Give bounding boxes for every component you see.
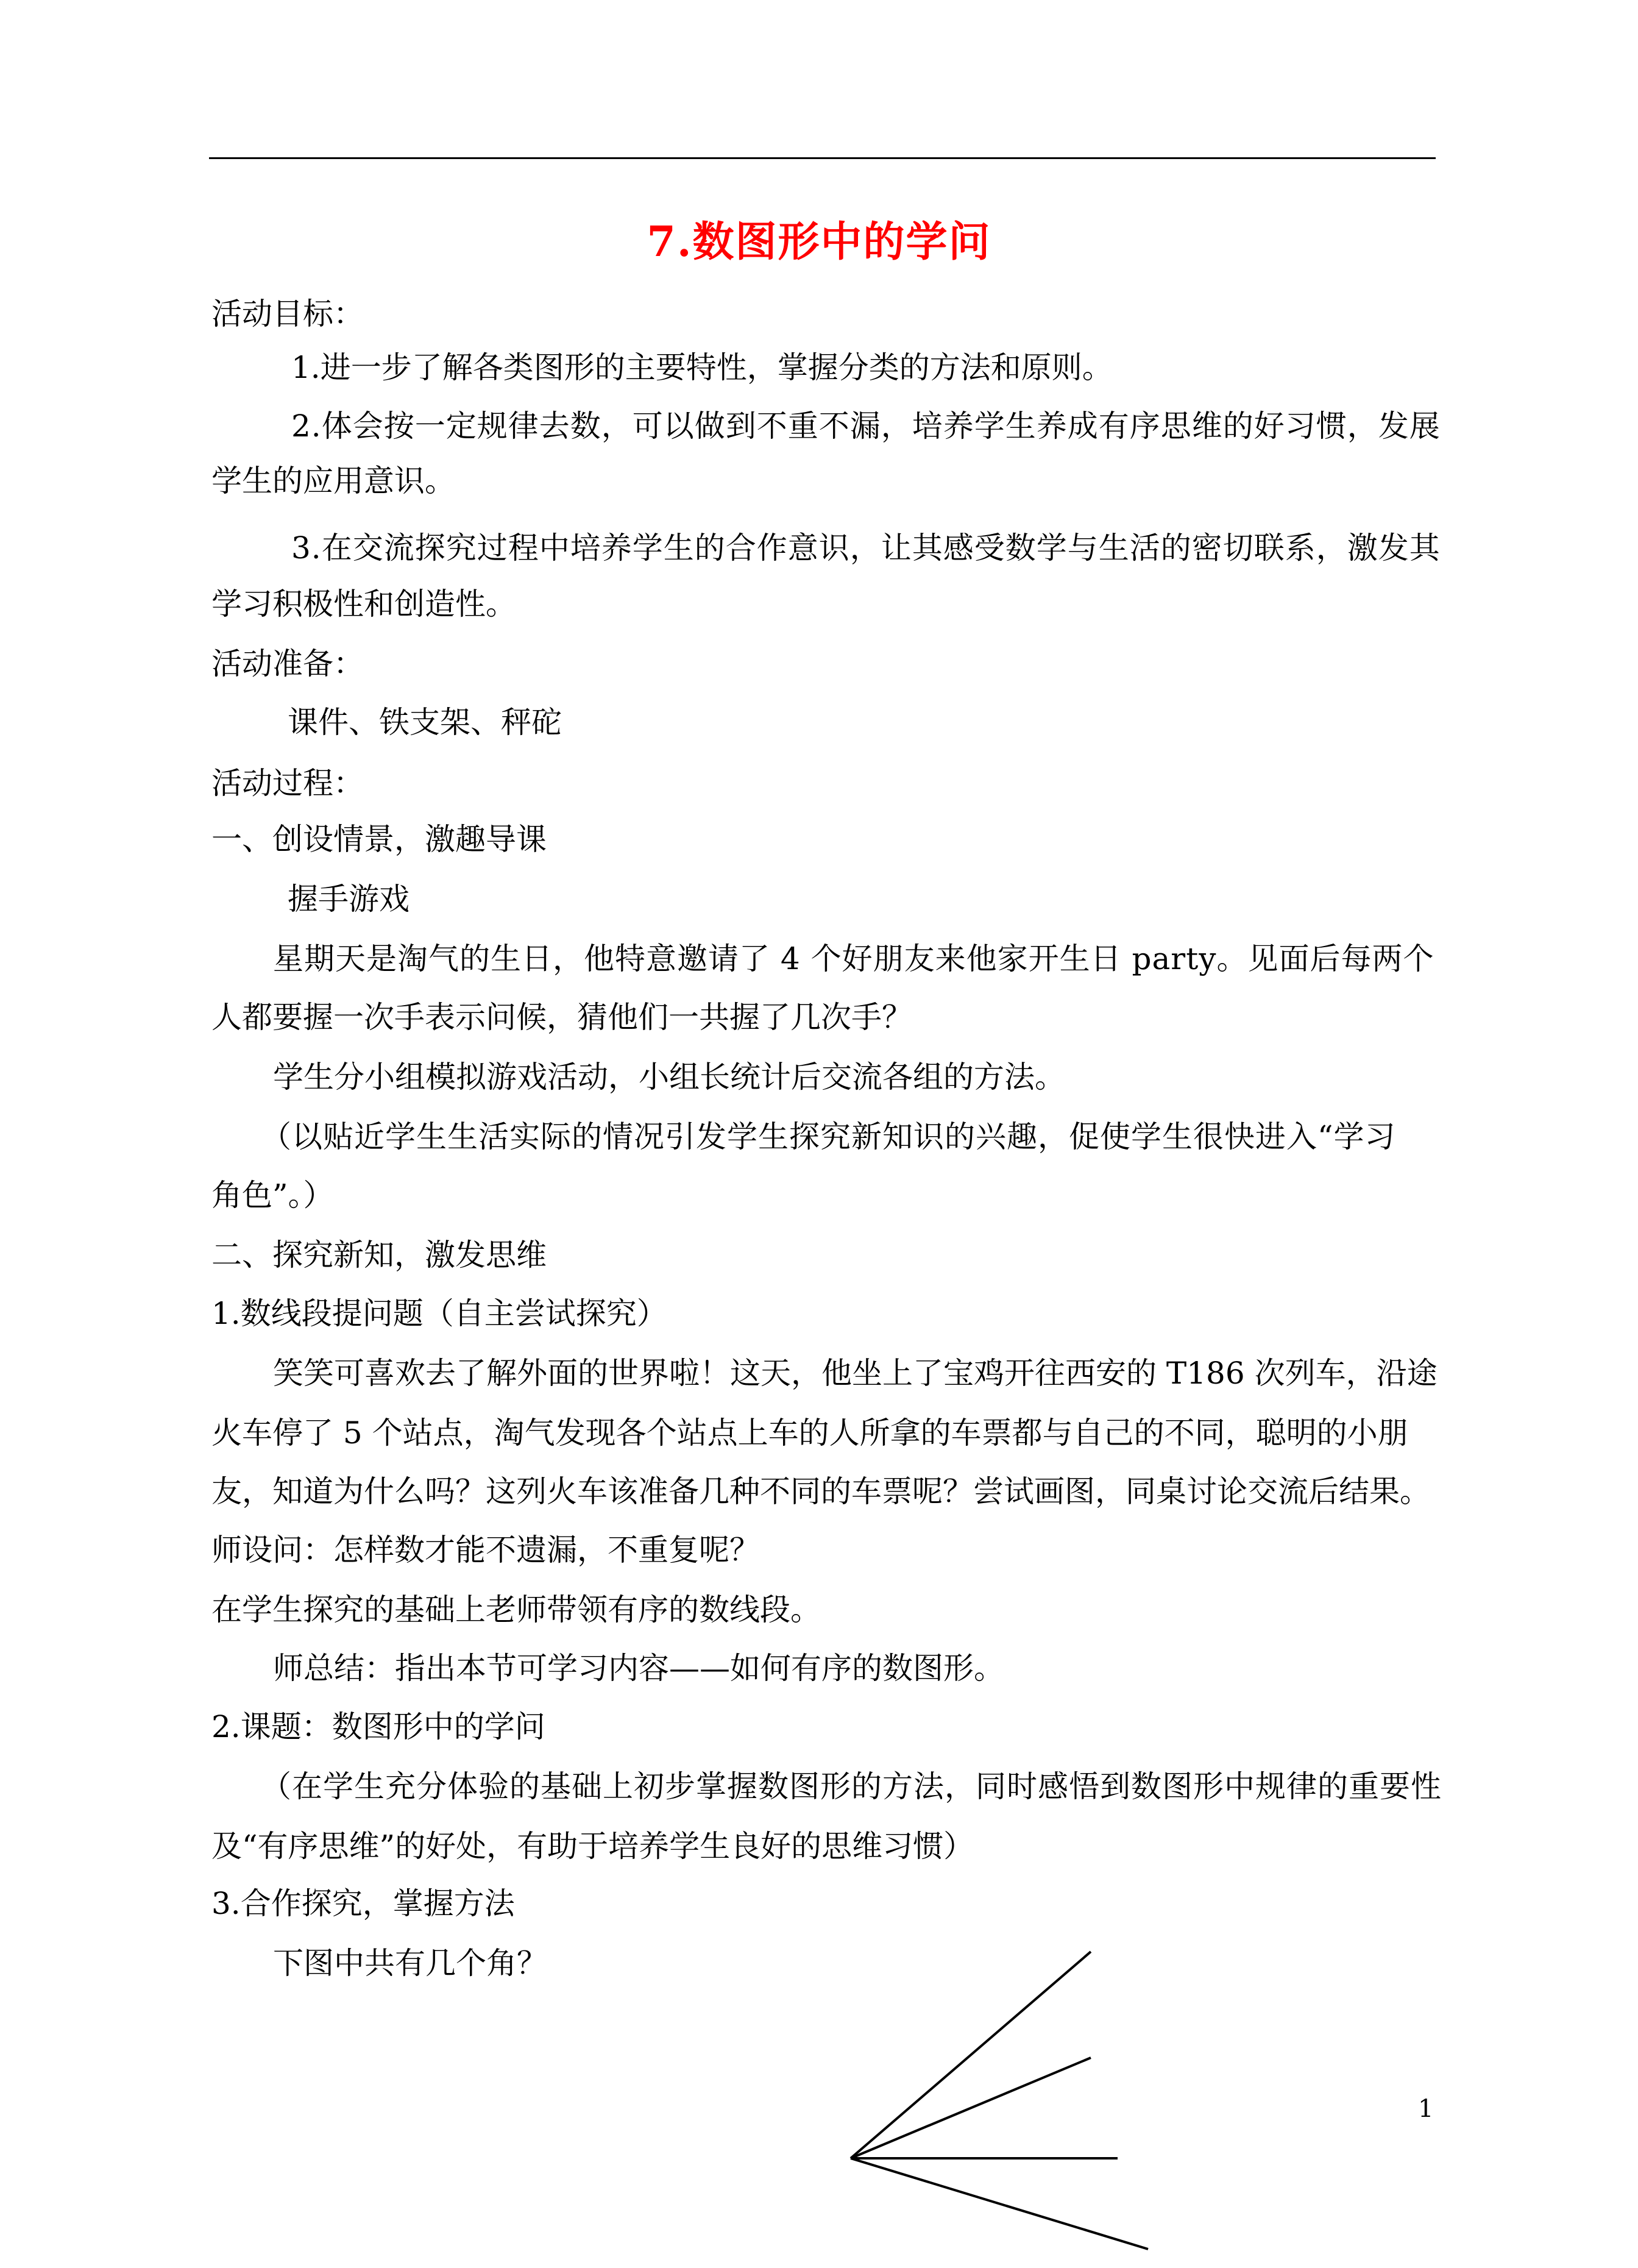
page-number: 1 bbox=[1418, 2095, 1434, 2123]
paragraph-line: 星期天是淘气的生日，他特意邀请了 4 个好朋友来他家开生日 party。见面后每两个 bbox=[273, 941, 1434, 976]
paragraph-line: 角色”。） bbox=[211, 1178, 334, 1213]
paragraph-line: 人都要握一次手表示问候，猜他们一共握了几次手？ bbox=[211, 1000, 912, 1035]
page-title: 7.数图形中的学问 bbox=[647, 218, 991, 266]
paragraph-line: 学习积极性和创造性。 bbox=[211, 586, 516, 622]
paragraph-line: 下图中共有几个角？ bbox=[273, 1946, 547, 1981]
ray-2 bbox=[851, 2058, 1091, 2158]
paragraph-line: 学生分小组模拟游戏活动，小组长统计后交流各组的方法。 bbox=[273, 1059, 1065, 1095]
section-heading: 活动准备： bbox=[211, 646, 364, 681]
section-heading: 1.数线段提问题（自主尝试探究） bbox=[211, 1296, 667, 1331]
section-heading: 一、创设情景，激趣导课 bbox=[211, 822, 547, 857]
section-heading: 活动过程： bbox=[211, 766, 364, 801]
ray-1 bbox=[851, 1952, 1091, 2158]
paragraph-line: 笑笑可喜欢去了解外面的世界啦！这天，他坐上了宝鸡开往西安的 T186 次列车，沿途 bbox=[273, 1356, 1438, 1391]
paragraph-line: 3.在交流探究过程中培养学生的合作意识，让其感受数学与生活的密切联系，激发其 bbox=[291, 530, 1441, 566]
paragraph-line: 课件、铁支架、秤砣 bbox=[288, 705, 562, 740]
paragraph-line: 火车停了 5 个站点，淘气发现各个站点上车的人所拿的车票都与自己的不同，聪明的小朋 bbox=[211, 1415, 1408, 1451]
paragraph-line: 及“有序思维”的好处，有助于培养学生良好的思维习惯） bbox=[211, 1829, 974, 1864]
section-heading: 活动目标： bbox=[211, 296, 364, 332]
ray-4 bbox=[851, 2158, 1148, 2249]
paragraph-line: （在学生充分体验的基础上初步掌握数图形的方法，同时感悟到数图形中规律的重要性 bbox=[261, 1769, 1442, 1804]
section-heading: 二、探究新知，激发思维 bbox=[211, 1237, 547, 1273]
section-heading: 2.课题：数图形中的学问 bbox=[211, 1709, 545, 1744]
paragraph-line: 师设问：怎样数才能不遗漏，不重复呢？ bbox=[211, 1532, 760, 1568]
paragraph-line: 在学生探究的基础上老师带领有序的数线段。 bbox=[211, 1592, 821, 1627]
paragraph-line: 2.体会按一定规律去数，可以做到不重不漏，培养学生养成有序思维的好习惯，发展 bbox=[291, 408, 1441, 444]
paragraph-line: 友，知道为什么吗？这列火车该准备几种不同的车票呢？尝试画图，同桌讨论交流后结果。 bbox=[211, 1474, 1430, 1509]
paragraph-line: 1.进一步了解各类图形的主要特性，掌握分类的方法和原则。 bbox=[291, 350, 1113, 385]
section-heading: 3.合作探究，掌握方法 bbox=[211, 1886, 515, 1921]
paragraph-line: 握手游戏 bbox=[288, 881, 410, 917]
paragraph-line: 师总结：指出本节可学习内容——如何有序的数图形。 bbox=[273, 1651, 1004, 1686]
paragraph-line: （以贴近学生生活实际的情况引发学生探究新知识的兴趣，促使学生很快进入“学习 bbox=[261, 1119, 1396, 1154]
paragraph-line: 学生的应用意识。 bbox=[211, 463, 455, 499]
